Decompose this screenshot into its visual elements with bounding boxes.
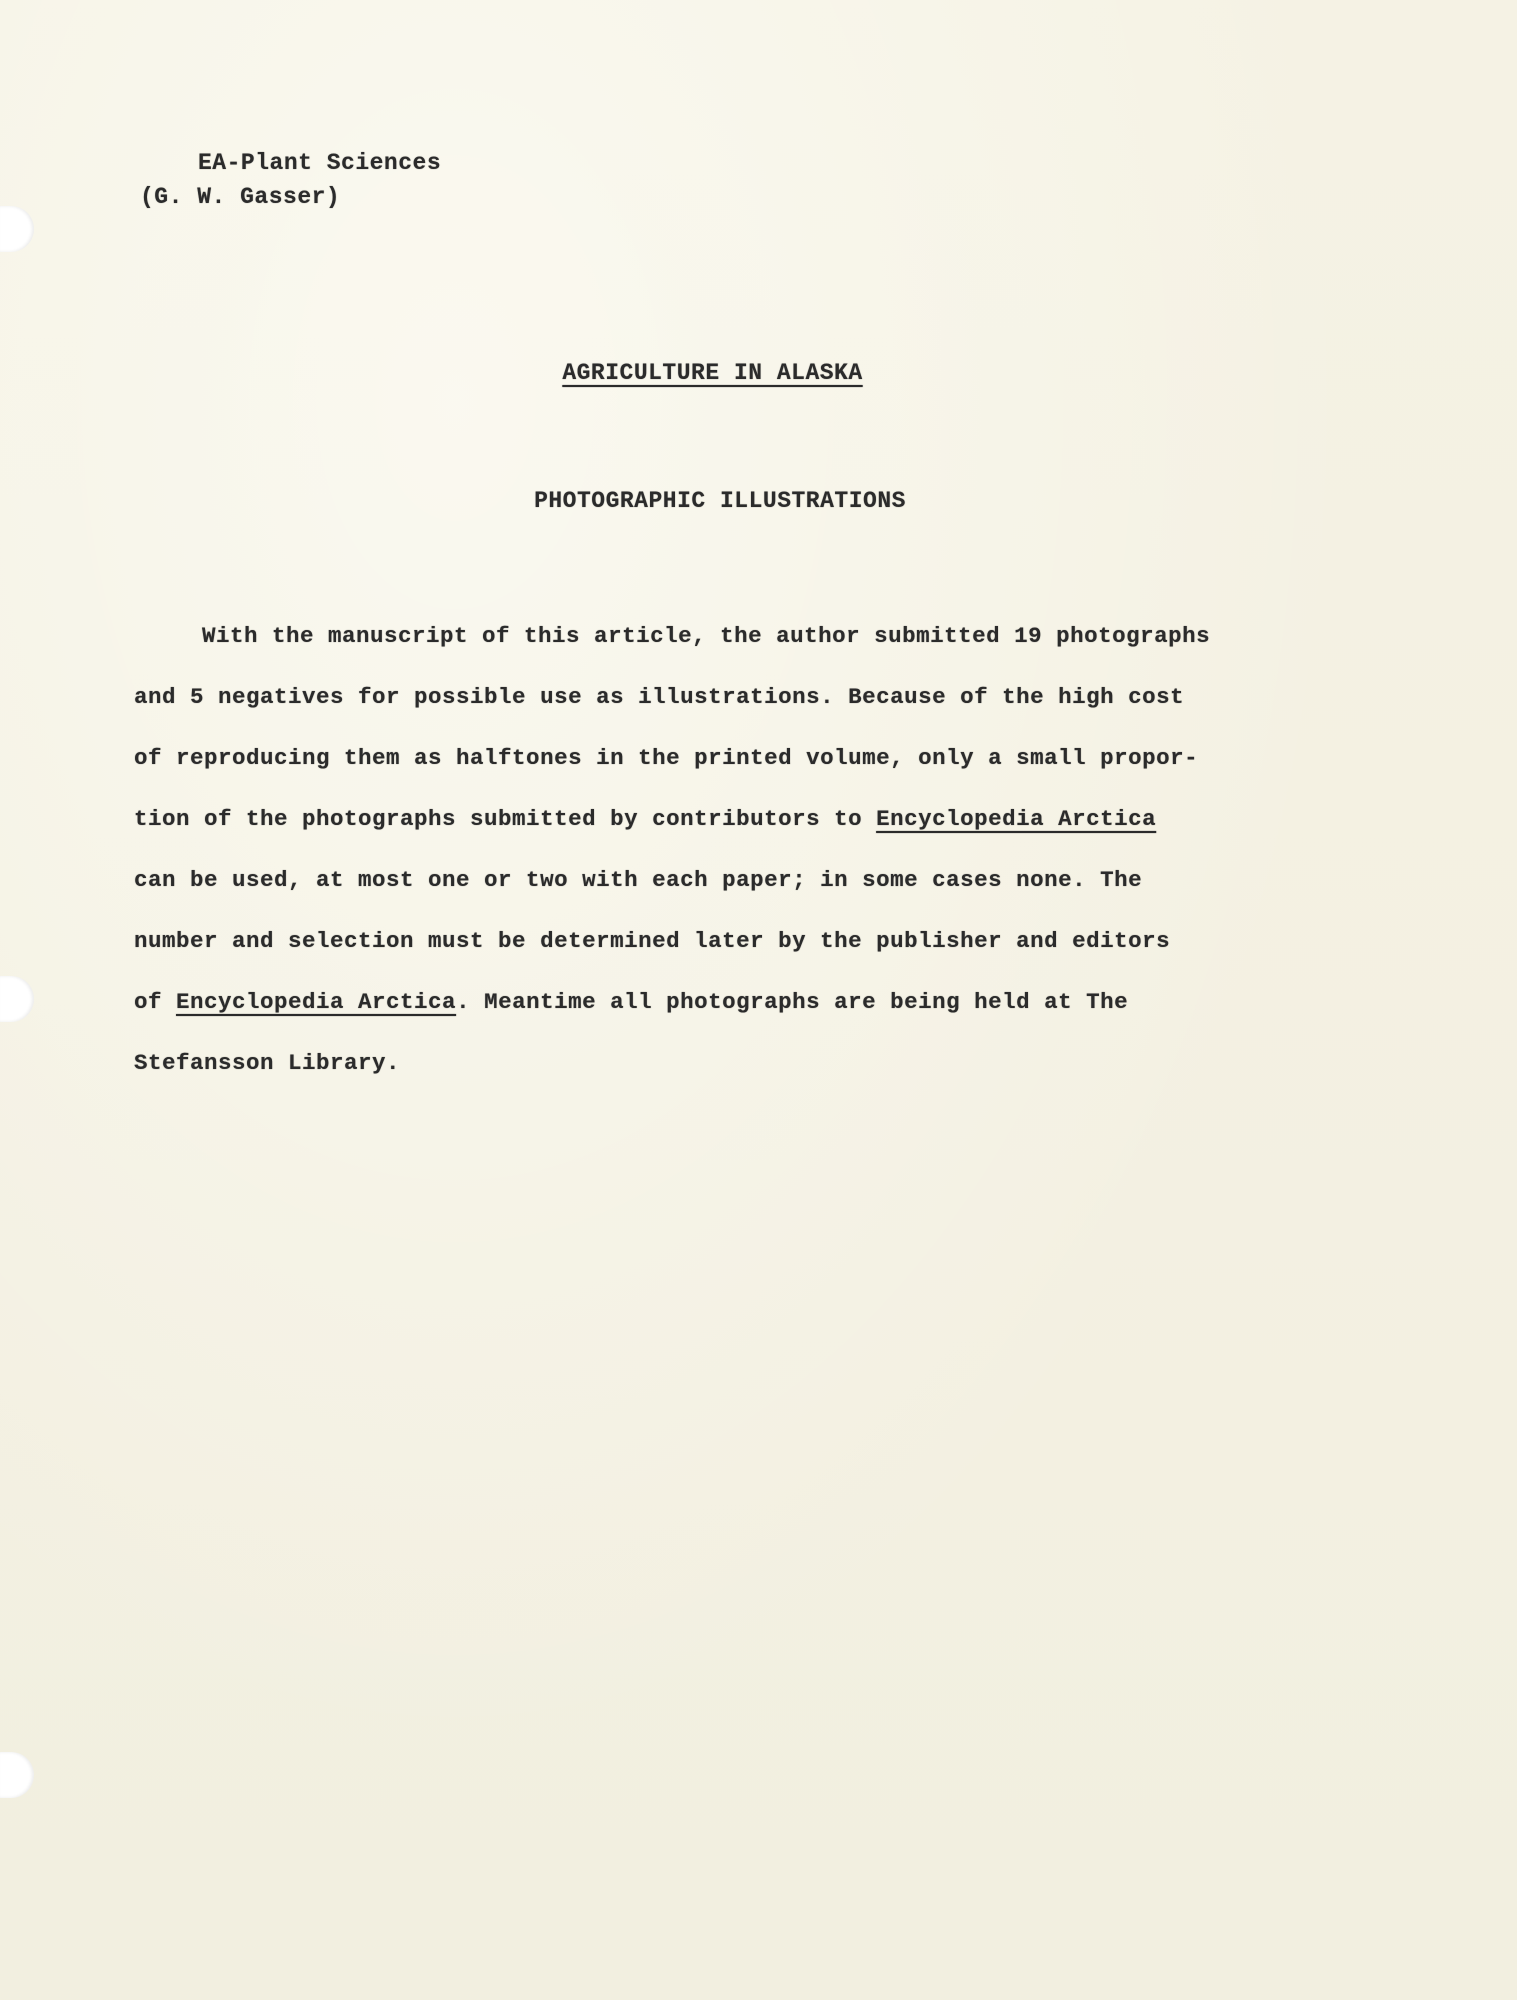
body-text: . Meantime all photographs are being held at The xyxy=(456,989,1129,1015)
section-label: EA-Plant Sciences xyxy=(198,150,442,176)
body-line: With the manuscript of this article, the author submitted 19 photographs xyxy=(202,623,1211,649)
punch-hole xyxy=(0,1752,34,1798)
author-label: (G. W. Gasser) xyxy=(140,184,341,210)
body-line: of reproducing them as halftones in the printed volume, only a small propor- xyxy=(134,745,1199,771)
document-header xyxy=(140,146,442,214)
body-text: of xyxy=(134,989,177,1015)
body-line xyxy=(134,789,1314,850)
page-subtitle: PHOTOGRAPHIC ILLUSTRATIONS xyxy=(534,488,906,514)
page-title: AGRICULTURE IN ALASKA xyxy=(562,360,863,386)
body-line: number and selection must be determined later by the publisher and editors xyxy=(134,928,1171,954)
body-line: and 5 negatives for possible use as illustrations. Because of the high cost xyxy=(134,684,1185,710)
body-line: Stefansson Library. xyxy=(134,1050,401,1076)
body-line xyxy=(134,972,1314,1033)
body-line: can be used, at most one or two with each paper; in some cases none. The xyxy=(134,867,1143,893)
punch-hole xyxy=(0,206,34,252)
body-paragraph xyxy=(134,606,1314,1094)
publication-title: Encyclopedia Arctica xyxy=(876,806,1157,832)
body-text: tion of the photographs submitted by contributors to xyxy=(134,806,877,832)
punch-hole xyxy=(0,976,34,1022)
publication-title: Encyclopedia Arctica xyxy=(176,989,457,1015)
